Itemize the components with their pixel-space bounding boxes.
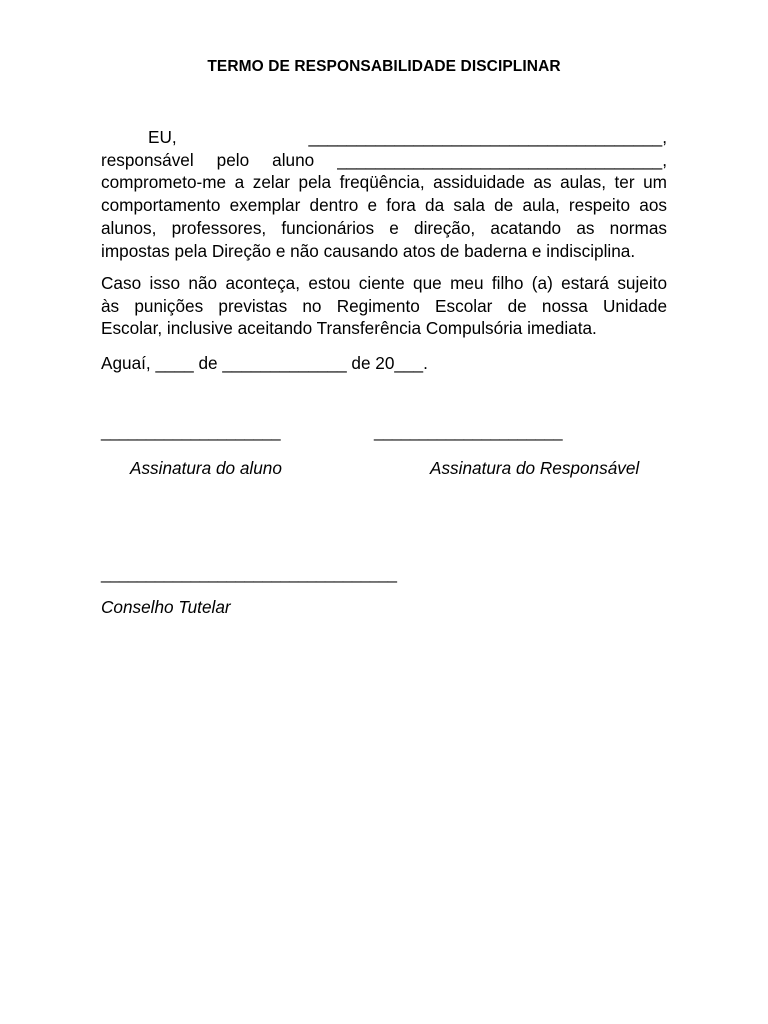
council-signature-label: Conselho Tutelar [101,597,231,617]
student-label: responsável pelo aluno [101,149,315,170]
paragraph-line [101,126,667,149]
student-signature-label: Assinatura do aluno [130,458,282,478]
guardian-signature-line: _____________________ [374,422,563,441]
paragraph-line: às punições previstas no Regimento Escolar de nossa Unidade [101,295,667,316]
paragraph-line: impostas pela Direção e não causando atos de baderna e indisciplina. [101,240,636,261]
date-line [101,352,667,375]
consequence-paragraph [101,272,667,340]
responsibility-paragraph [101,126,667,262]
guardian-signature-label: Assinatura do Responsável [430,458,640,478]
student-blank: __________________________________, [337,149,667,170]
eu-label: EU, [148,127,177,147]
document-title: TERMO DE RESPONSABILIDADE DISCIPLINAR [207,58,561,75]
name-blank: _____________________________________, [308,127,667,147]
paragraph-line: Escolar, inclusive aceitando Transferência Compulsória imediata. [101,318,597,339]
paragraph-line: comprometo-me a zelar pela freqüência, assiduidade as aulas, ter um [101,172,667,193]
paragraph-line [101,149,667,172]
paragraph-line: Caso isso não aconteça, estou ciente que meu filho (a) estará sujeito [101,273,667,293]
date-text: Aguaí, ____ de _____________ de 20___. [101,353,428,373]
paragraph-line: comportamento exemplar dentro e fora da sala de aula, respeito aos [101,195,667,216]
paragraph-line: alunos, professores, funcionários e direção, acatando as normas [101,217,667,238]
council-signature-line: _________________________________ [101,564,397,583]
student-signature-line: ____________________ [101,422,281,441]
